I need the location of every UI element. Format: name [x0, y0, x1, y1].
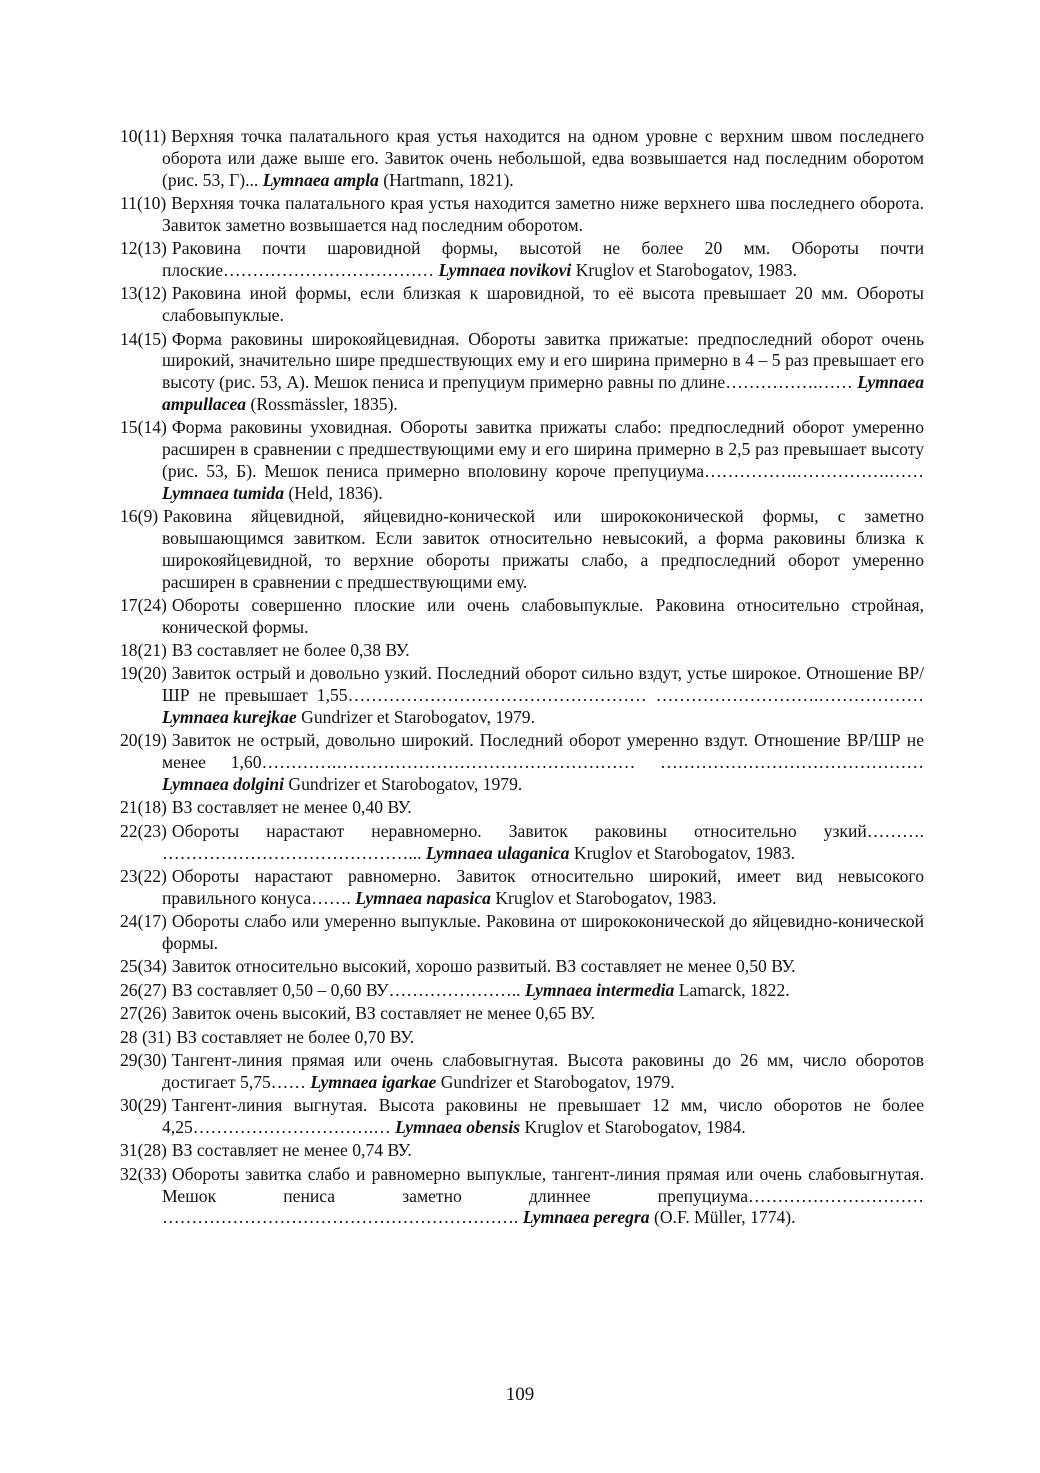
- entry-text: Раковина почти шаровидной формы, высотой не более 20 мм. Обороты почти плоские………………………………: [162, 238, 924, 280]
- key-entry: [120, 1027, 924, 1049]
- key-entry: [120, 193, 924, 237]
- species-author: Kruglov et Starobogatov, 1983.: [573, 842, 796, 863]
- species-author: Gundrizer et Starobogatov, 1979.: [301, 707, 535, 728]
- species-author: (O.F. Müller, 1774).: [653, 1207, 796, 1228]
- entry-text: ВЗ составляет не менее 0,40 ВУ.: [171, 797, 412, 818]
- entry-text: ВЗ составляет не менее 0,74 ВУ.: [171, 1140, 412, 1161]
- entry-text: Тангент-линия выгнутая. Высота раковины не превышает 12 мм, число оборотов не более 4,25………………………….…: [162, 1095, 924, 1137]
- entry-number: 20(19): [120, 730, 167, 751]
- key-entry: [120, 1164, 924, 1229]
- entry-text: Обороты слабо или умеренно выпуклые. Раковина от ширококонической до яйцевидно-конической формы.: [162, 911, 924, 953]
- key-entry: [120, 821, 924, 865]
- entry-text: Раковина иной формы, если близкая к шаровидной, то её высота превышает 20 мм. Обороты слабовыпуклые.: [162, 283, 924, 326]
- entry-number: 19(20): [120, 663, 167, 684]
- entry-number: 13(12): [120, 283, 167, 304]
- key-entry: [120, 283, 924, 327]
- entry-number: 27(26): [120, 1003, 167, 1024]
- entry-text: Верхняя точка палатального края устья находится заметно ниже верхнего шва последнего оборота. Завиток заметно возвышается над последним оборотом.: [162, 192, 924, 235]
- key-entry: [120, 126, 924, 191]
- page-number: 109: [505, 1384, 535, 1405]
- species-name: Lymnaea peregra: [522, 1207, 650, 1228]
- entry-number: 32(33): [120, 1163, 167, 1184]
- species-name: Lymnaea igarkae: [310, 1071, 437, 1092]
- entry-number: 12(13): [120, 238, 167, 259]
- entry-text: Форма раковины уховидная. Обороты завитка прижаты слабо: предпоследний оборот умеренно расширен в сравнении с предшествующими ему и его ширина примерно в 2,5 раз превышает высоту (рис. 53, Б). Мешок пениса примерно вполовину короче препуциума…………….…………….……: [162, 417, 924, 481]
- entry-number: 15(14): [120, 417, 167, 438]
- entry-text: Обороты совершенно плоские или очень слабовыпуклые. Раковина относительно стройная, конической формы.: [162, 594, 924, 637]
- entry-number: 30(29): [120, 1095, 167, 1116]
- key-entry: [120, 506, 924, 593]
- key-entry: [120, 797, 924, 819]
- key-entry: [120, 1095, 924, 1139]
- entry-text: Завиток не острый, довольно широкий. Последний оборот умеренно вздут. Отношение ВР/ШР не менее 1,60………….…………………………………………… ………………………………………: [162, 730, 924, 773]
- entry-number: 29(30): [120, 1049, 167, 1070]
- key-entry: [120, 1003, 924, 1025]
- key-entry: [120, 866, 924, 910]
- entry-text: ВЗ составляет 0,50 – 0,60 ВУ…………………..: [171, 979, 521, 1000]
- entry-text: Раковина яйцевидной, яйцевидно-конической или ширококонической формы, с заметно вовышающимся завитком. Если завиток относительно невысокий, а форма раковины близка к широкояйцевидной, то верхние обороты прижаты слабо, а предпоследний оборот умеренно расширен в сравнении с предшествующими ему.: [162, 506, 924, 592]
- entry-text: Верхняя точка палатального края устья находится на одном уровне с верхним швом последнего оборота или даже выше его. Завиток очень небольшой, едва возвышается над последним оборотом (рис. 53, Г)...: [162, 126, 924, 190]
- entry-text: Обороты нарастают равномерно. Завиток относительно широкий, имеет вид невысокого правильного конуса…….: [162, 866, 924, 908]
- key-entry: [120, 640, 924, 662]
- entry-text: ВЗ составляет не более 0,38 ВУ.: [171, 640, 410, 661]
- entry-text: Обороты нарастают неравномерно. Завиток раковины относительно узкий………. ……………………………………...: [162, 820, 924, 863]
- key-entry: [120, 238, 924, 282]
- entry-number: 14(15): [120, 328, 167, 349]
- entry-number: 17(24): [120, 594, 167, 615]
- entry-number: 21(18): [120, 797, 167, 818]
- species-name: Lymnaea ampullacea: [162, 372, 924, 414]
- entry-number: 24(17): [120, 911, 167, 932]
- species-author: (Held, 1836).: [288, 482, 383, 503]
- key-entry: [120, 1050, 924, 1094]
- species-author: Gundrizer et Starobogatov, 1979.: [288, 774, 523, 795]
- species-author: Gundrizer et Starobogatov, 1979.: [440, 1071, 675, 1092]
- species-name: Lymnaea obensis: [395, 1116, 521, 1137]
- key-entry: [120, 956, 924, 978]
- entry-number: 11(10): [120, 192, 167, 213]
- species-name: Lymnaea napasica: [355, 887, 491, 908]
- entry-number: 23(22): [120, 866, 167, 887]
- species-name: Lymnaea ampla: [262, 169, 379, 190]
- entry-text: Завиток острый и довольно узкий. Последний оборот сильно вздут, устье широкое. Отношение ВР/ШР не превышает 1,55…………………………………………… ……………………….………………: [162, 663, 924, 706]
- key-entry: [120, 980, 924, 1002]
- entry-number: 18(21): [120, 640, 167, 661]
- species-author: (Hartmann, 1821).: [383, 169, 514, 190]
- key-entry: [120, 329, 924, 416]
- key-entry: [120, 663, 924, 728]
- species-name: Lymnaea ulaganica: [425, 842, 570, 863]
- identification-key: [120, 126, 924, 1231]
- key-entry: [120, 911, 924, 955]
- entry-text: Завиток относительно высокий, хорошо развитый. ВЗ составляет не менее 0,50 ВУ.: [171, 956, 796, 977]
- entry-number: 10(11): [120, 126, 167, 146]
- entry-number: 16(9): [120, 506, 159, 527]
- species-name: Lymnaea dolgini: [162, 774, 285, 795]
- species-name: Lymnaea tumida: [162, 482, 285, 503]
- entry-text: Форма раковины широкояйцевидная. Обороты завитка прижатые: предпоследний оборот очень широкий, значительно шире предшествующих ему и его ширина примерно в 4 – 5 раз превышает его высоту (рис. 53, А). Мешок пениса и препуциум примерно равны по длине…………….……: [162, 328, 924, 393]
- species-author: Kruglov et Starobogatov, 1984.: [524, 1116, 746, 1137]
- key-entry: [120, 417, 924, 504]
- species-name: Lymnaea intermedia: [524, 979, 675, 1000]
- species-name: Lymnaea kurejkae: [162, 707, 297, 728]
- entry-text: Обороты завитка слабо и равномерно выпуклые, тангент-линия прямая или очень слабовыгнутая. Мешок пениса заметно длиннее препуциума………………………… …………………………………………………….: [162, 1163, 924, 1228]
- entry-text: ВЗ составляет не более 0,70 ВУ.: [176, 1026, 415, 1047]
- species-name: Lymnaea novikovi: [438, 259, 572, 280]
- entry-text: Завиток очень высокий, ВЗ составляет не менее 0,65 ВУ.: [171, 1003, 596, 1024]
- species-author: Kruglov et Starobogatov, 1983.: [575, 259, 797, 280]
- species-author: Kruglov et Starobogatov, 1983.: [495, 887, 717, 908]
- key-entry: [120, 730, 924, 795]
- entry-number: 26(27): [120, 979, 167, 1000]
- entry-number: 22(23): [120, 820, 167, 841]
- entry-text: Тангент-линия прямая или очень слабовыгнутая. Высота раковины до 26 мм, число оборотов достигает 5,75……: [162, 1049, 924, 1092]
- entry-number: 25(34): [120, 956, 167, 977]
- species-author: Lamarck, 1822.: [678, 979, 790, 1000]
- entry-number: 31(28): [120, 1140, 167, 1161]
- key-entry: [120, 1140, 924, 1162]
- entry-number: 28 (31): [120, 1026, 172, 1047]
- species-author: (Rossmässler, 1835).: [250, 393, 398, 414]
- key-entry: [120, 595, 924, 639]
